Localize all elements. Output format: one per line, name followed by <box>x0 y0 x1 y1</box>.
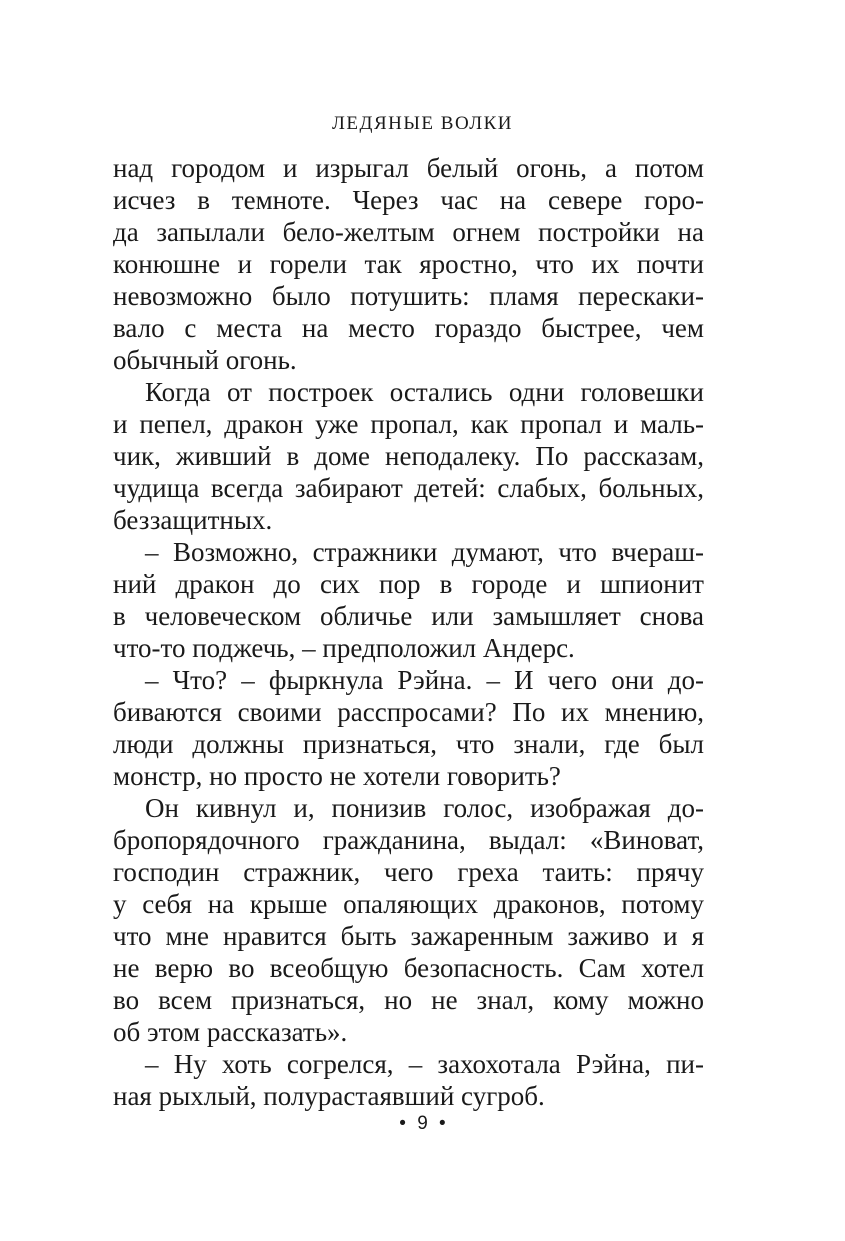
text-line: монстр, но просто не хотели говорить? <box>113 761 561 791</box>
text-line: да запылали бело-желтым огнем постройки на <box>113 217 704 247</box>
text-line: у себя на крыше опаляющих драконов, потому <box>113 889 704 919</box>
text-line: что мне нравится быть зажаренным заживо и я <box>113 921 704 951</box>
text-line: ная рыхлый, полурастаявший сугроб. <box>113 1081 545 1111</box>
text-line: Он кивнул и, понизив голос, изображая до- <box>145 793 704 823</box>
text-line: исчез в темноте. Через час на севере горо- <box>113 185 704 215</box>
text-line: об этом рассказать». <box>113 1017 348 1047</box>
running-head: ЛЕДЯНЫЕ ВОЛКИ <box>332 113 513 134</box>
text-line: бропорядочного гражданина, выдал: «Виноват, <box>113 825 704 855</box>
text-line: беззащитных. <box>113 505 273 535</box>
text-line: Когда от построек остались одни головешки <box>145 377 704 407</box>
text-line: вало с места на место гораздо быстрее, чем <box>113 313 704 343</box>
text-line: – Ну хоть согрелся, – захохотала Рэйна, пи- <box>145 1049 704 1079</box>
text-line: в человеческом обличье или замышляет снова <box>113 601 704 631</box>
text-line: биваются своими расспросами? По их мнению, <box>113 697 704 727</box>
text-line: и пепел, дракон уже пропал, как пропал и маль- <box>113 409 704 439</box>
text-line: обычный огонь. <box>113 345 297 375</box>
text-line: невозможно было потушить: пламя перескаки- <box>113 281 704 311</box>
text-line: что-то поджечь, – предположил Андерс. <box>113 633 575 663</box>
text-line: люди должны признаться, что знали, где был <box>113 729 704 759</box>
text-line: во всем признаться, но не знал, кому можно <box>113 985 704 1015</box>
text-line: конюшне и горели так яростно, что их почти <box>113 249 704 279</box>
text-line: чудища всегда забирают детей: слабых, больных, <box>113 473 704 503</box>
text-line: – Что? – фыркнула Рэйна. – И чего они до- <box>145 665 704 695</box>
text-line: господин стражник, чего греха таить: прячу <box>113 857 704 887</box>
text-line: – Возможно, стражники думают, что вчераш- <box>145 537 704 567</box>
page-number: • 9 • <box>399 1113 446 1134</box>
text-line: не верю во всеобщую безопасность. Сам хотел <box>113 953 704 983</box>
text-line: чик, живший в доме неподалеку. По рассказам, <box>113 441 704 471</box>
text-line: ний дракон до сих пор в городе и шпионит <box>113 569 704 599</box>
text-line: над городом и изрыгал белый огонь, а потом <box>113 153 704 183</box>
